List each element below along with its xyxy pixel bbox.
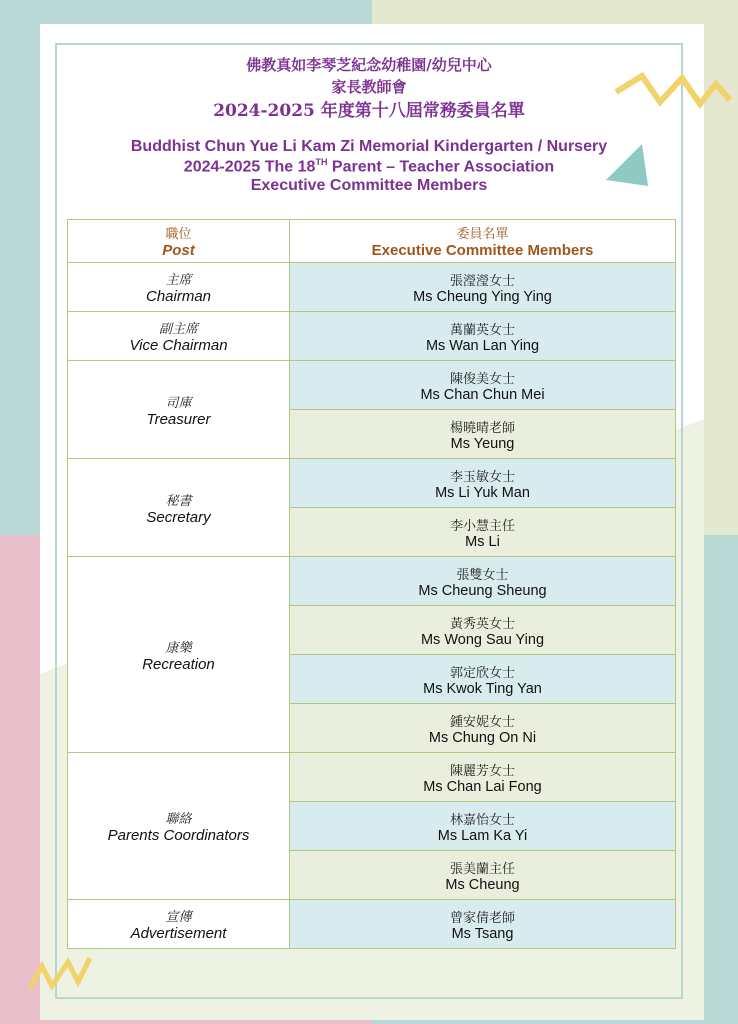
title-school-english: Buddhist Chun Yue Li Kam Zi Memorial Kindergarten / Nursery xyxy=(130,138,608,155)
member-name-chinese: 林嘉怡女士 xyxy=(449,812,515,828)
title-pta-english-prefix: 2024-2025 The 18 xyxy=(183,158,316,176)
member-name-english: Ms Yeung xyxy=(450,435,515,452)
header-post xyxy=(68,220,290,263)
post-cell xyxy=(68,459,290,557)
member-name-chinese: 李玉敏女士 xyxy=(449,469,515,485)
member-name-chinese: 李小慧主任 xyxy=(449,518,515,534)
member-name-chinese: 張瀅瀅女士 xyxy=(449,273,515,289)
table-header-row xyxy=(68,220,676,263)
member-name-english: Ms Lam Ka Yi xyxy=(437,827,528,844)
table-row xyxy=(68,361,676,410)
post-chinese: 聯絡 xyxy=(165,812,192,827)
post-chinese: 康樂 xyxy=(165,640,192,656)
post-chinese: 主席 xyxy=(165,273,192,288)
header-members xyxy=(290,220,676,263)
title-school-chinese: 佛教真如李琴芝紀念幼稚園/幼兒中心 xyxy=(246,56,492,74)
table-row xyxy=(68,900,676,949)
header-post-english: Post xyxy=(162,242,195,259)
header-members-chinese: 委員名單 xyxy=(456,227,509,242)
post-cell xyxy=(68,312,290,361)
post-english: Secretary xyxy=(146,508,211,526)
member-name-english: Ms Cheung Ying Ying xyxy=(413,288,552,305)
title-committee-english: Executive Committee Members xyxy=(250,177,488,194)
post-chinese: 秘書 xyxy=(165,493,192,509)
member-cell xyxy=(290,263,676,312)
member-cell xyxy=(290,508,676,557)
member-name-chinese: 張雙女士 xyxy=(456,567,509,583)
post-chinese: 司庫 xyxy=(165,395,192,411)
member-name-chinese: 楊曉晴老師 xyxy=(449,420,515,436)
member-cell xyxy=(290,312,676,361)
table-body xyxy=(68,263,676,949)
member-cell xyxy=(290,753,676,802)
member-name-english: Ms Kwok Ting Yan xyxy=(423,680,542,697)
member-name-chinese: 鍾安妮女士 xyxy=(449,714,515,730)
table-row xyxy=(68,459,676,508)
member-name-chinese: 陳俊美女士 xyxy=(449,371,515,387)
post-english: Vice Chairman xyxy=(129,337,228,354)
member-name-english: Ms Li Yuk Man xyxy=(435,484,530,501)
member-name-english: Ms Chan Chun Mei xyxy=(420,386,545,403)
member-cell xyxy=(290,459,676,508)
member-cell xyxy=(290,704,676,753)
title-pta-english xyxy=(0,157,738,176)
member-name-english: Ms Chung On Ni xyxy=(428,729,537,746)
header-members-english: Executive Committee Members xyxy=(371,242,594,259)
member-name-english: Ms Chan Lai Fong xyxy=(423,778,542,795)
member-name-chinese: 黃秀英女士 xyxy=(449,616,515,632)
committee-table xyxy=(67,219,676,949)
member-name-english: Ms Cheung Sheung xyxy=(418,582,547,599)
header-post-chinese: 職位 xyxy=(165,227,192,242)
member-cell xyxy=(290,851,676,900)
title-pta-english-suffix: Parent – Teacher Association xyxy=(327,158,555,176)
post-english: Chairman xyxy=(145,288,212,305)
table-row xyxy=(68,312,676,361)
title-pta-chinese: 家長教師會 xyxy=(331,78,407,96)
post-cell xyxy=(68,263,290,312)
post-english: Parents Coordinators xyxy=(107,827,250,844)
member-cell xyxy=(290,655,676,704)
post-chinese: 副主席 xyxy=(158,322,198,337)
title-committee-chinese: 2024-2025 年度第十八屆常務委員名單 xyxy=(213,101,525,121)
post-cell xyxy=(68,361,290,459)
member-cell xyxy=(290,802,676,851)
member-cell xyxy=(290,410,676,459)
post-cell xyxy=(68,900,290,949)
post-chinese: 宣傳 xyxy=(165,910,192,925)
post-cell xyxy=(68,557,290,753)
member-name-chinese: 張美蘭主任 xyxy=(449,861,515,877)
title-pta-english-superscript: TH xyxy=(315,157,328,167)
zigzag-decoration-bottom xyxy=(28,948,98,998)
member-name-chinese: 萬蘭英女士 xyxy=(449,322,515,338)
post-english: Treasurer xyxy=(146,410,211,428)
table-row xyxy=(68,753,676,802)
post-cell xyxy=(68,753,290,900)
member-cell xyxy=(290,606,676,655)
member-name-english: Ms Wan Lan Ying xyxy=(425,337,540,354)
member-name-chinese: 曾家倩老師 xyxy=(449,910,515,926)
member-name-english: Ms Cheung xyxy=(445,876,520,893)
table-row xyxy=(68,263,676,312)
member-name-english: Ms Tsang xyxy=(451,925,514,942)
member-cell xyxy=(290,361,676,410)
post-english: Recreation xyxy=(142,655,215,673)
post-english: Advertisement xyxy=(130,925,227,942)
table-row xyxy=(68,557,676,606)
member-name-english: Ms Li xyxy=(465,533,500,550)
member-cell xyxy=(290,557,676,606)
member-cell xyxy=(290,900,676,949)
member-name-chinese: 郭定欣女士 xyxy=(449,665,515,681)
member-name-english: Ms Wong Sau Ying xyxy=(420,631,545,648)
member-name-chinese: 陳麗芳女士 xyxy=(449,763,515,779)
